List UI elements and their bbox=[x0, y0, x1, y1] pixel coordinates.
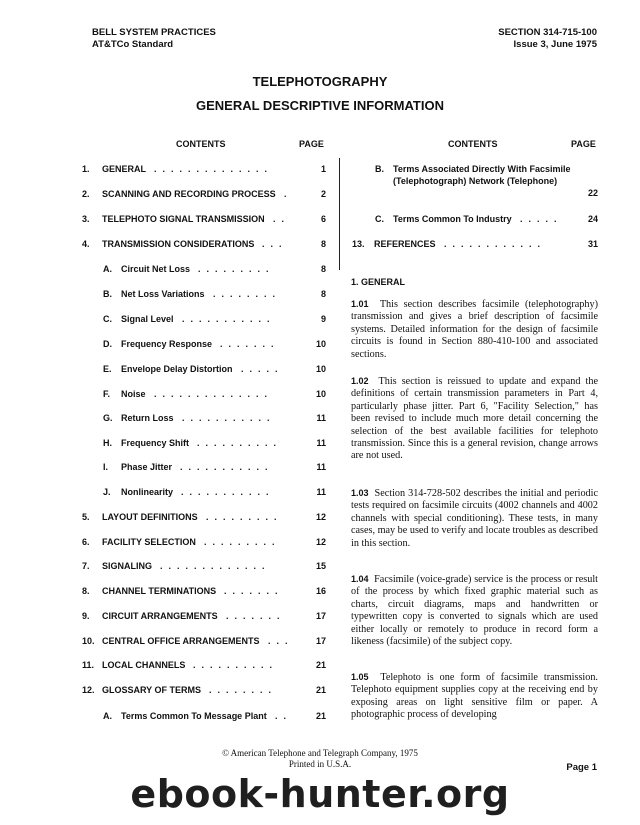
toc-entry-label: Return Loss bbox=[121, 413, 174, 423]
toc-leader-dots: ....... bbox=[226, 611, 286, 621]
toc-entry-number: 13. bbox=[352, 239, 365, 249]
paragraph-text: Telephoto is one form of facsimile transmission. Telephoto equipment supplies copy at the receiving end by exposing areas on light sensitive film or paper. A photographic process of developing bbox=[351, 672, 598, 721]
header-standard: AT&TCo Standard bbox=[92, 39, 174, 50]
toc-leader-dots: .......... bbox=[193, 660, 279, 670]
toc-entry-page: 8 bbox=[320, 264, 326, 274]
contents-heading-left: CONTENTS bbox=[176, 139, 226, 149]
toc-leader-dots: ......... bbox=[198, 264, 275, 274]
toc-entry-number: F. bbox=[103, 389, 111, 399]
toc-leader-dots: ........... bbox=[182, 413, 276, 423]
toc-entry-number: 7. bbox=[82, 561, 90, 571]
paragraph bbox=[351, 375, 598, 463]
toc-entry-number: G. bbox=[103, 413, 113, 423]
toc-entry-number: 2. bbox=[82, 189, 90, 199]
toc-leader-dots: .. bbox=[273, 214, 291, 224]
toc-entry-page: 11 bbox=[316, 462, 326, 472]
toc-entry-number: C. bbox=[103, 314, 112, 324]
toc-entry-number: H. bbox=[103, 438, 112, 448]
toc-leader-dots: .. bbox=[275, 711, 293, 721]
section-heading: 1. GENERAL bbox=[351, 277, 406, 287]
toc-entry-page: 2 bbox=[320, 189, 326, 199]
toc-entry-number: 9. bbox=[82, 611, 90, 621]
toc-leader-dots: ........... bbox=[180, 462, 274, 472]
toc-entry-page: 31 bbox=[587, 239, 598, 249]
toc-leader-dots: ........... bbox=[181, 487, 275, 497]
toc-leader-dots: ..... bbox=[520, 214, 563, 224]
toc-entry-page: 10 bbox=[315, 339, 326, 349]
toc-entry-label: CHANNEL TERMINATIONS bbox=[102, 586, 217, 596]
toc-entry-number: 8. bbox=[82, 586, 90, 596]
toc-leader-dots: . bbox=[284, 189, 293, 199]
toc-entry-label: Frequency Response bbox=[121, 339, 213, 349]
header-practice: BELL SYSTEM PRACTICES bbox=[92, 27, 216, 38]
toc-entry-label: CENTRAL OFFICE ARRANGEMENTS bbox=[102, 636, 260, 646]
toc-leader-dots: ......... bbox=[204, 537, 281, 547]
toc-entry-page: 24 bbox=[587, 214, 598, 224]
toc-entry-label: SIGNALING bbox=[102, 561, 153, 571]
toc-entry-number: 4. bbox=[82, 239, 90, 249]
toc-entry-label: CIRCUIT ARRANGEMENTS bbox=[102, 611, 218, 621]
toc-entry-page: 8 bbox=[320, 239, 326, 249]
toc-leader-dots: ....... bbox=[224, 586, 284, 596]
toc-entry-page: 1 bbox=[320, 164, 326, 174]
page-title: TELEPHOTOGRAPHY bbox=[252, 74, 388, 89]
toc-entry-number: 11. bbox=[82, 660, 95, 670]
paragraph-number: 1.03 bbox=[351, 488, 369, 498]
watermark-logo: ebook-hunter.org bbox=[130, 772, 510, 816]
toc-entry-label: LAYOUT DEFINITIONS bbox=[102, 512, 198, 522]
toc-leader-dots: ........ bbox=[209, 685, 278, 695]
toc-entry-page: 6 bbox=[320, 214, 326, 224]
paragraph-text: Facsimile (voice-grade) service is the process or result of the process by which fixed graphic material such as charts, circuit diagrams, maps and handwritten or typewritten copy is converted to signals which are used either locally or remotely to produce in record form a likeness (facsimile) of the subject copy. bbox=[351, 574, 598, 648]
page-heading-left: PAGE bbox=[299, 139, 324, 149]
toc-entry-label: Terms Common To Industry bbox=[393, 214, 512, 224]
toc-entry-number: 6. bbox=[82, 537, 90, 547]
paragraph bbox=[351, 487, 598, 550]
toc-leader-dots: ............. bbox=[160, 561, 271, 571]
paragraph bbox=[351, 298, 598, 361]
toc-entry-label: SCANNING AND RECORDING PROCESS bbox=[102, 189, 276, 199]
toc-entry-label: Noise bbox=[121, 389, 146, 399]
toc-leader-dots: ... bbox=[268, 636, 294, 646]
toc-entry-page: 15 bbox=[315, 561, 326, 571]
toc-entry-number: E. bbox=[103, 364, 112, 374]
toc-leader-dots: .......... bbox=[197, 438, 283, 448]
toc-entry-number: D. bbox=[103, 339, 112, 349]
toc-entry-label: Phase Jitter bbox=[121, 462, 173, 472]
column-divider bbox=[339, 158, 340, 270]
paragraph-text: This section describes facsimile (telephotography) transmission and gives a brief description of facsimile systems. Detailed information for the design of facsimile circuits is found in Section 880-410-100 and associated sections. bbox=[351, 299, 598, 360]
toc-entry-label: FACILITY SELECTION bbox=[102, 537, 196, 547]
toc-entry-label: Envelope Delay Distortion bbox=[121, 364, 233, 374]
paragraph bbox=[351, 573, 598, 648]
toc-leader-dots: ....... bbox=[220, 339, 280, 349]
copyright-line: © American Telephone and Telegraph Company, 1975 bbox=[222, 748, 418, 758]
toc-entry-number: B. bbox=[375, 164, 384, 174]
toc-leader-dots: ........... bbox=[182, 314, 276, 324]
header-right bbox=[498, 27, 597, 51]
paragraph-number: 1.01 bbox=[351, 299, 369, 309]
toc-entry-number: B. bbox=[103, 289, 112, 299]
toc-leader-dots: ........ bbox=[213, 289, 282, 299]
toc-entry-label: TELEPHOTO SIGNAL TRANSMISSION bbox=[102, 214, 265, 224]
header-left bbox=[92, 27, 216, 51]
toc-entry-label: LOCAL CHANNELS bbox=[102, 660, 186, 670]
toc-entry-page: 21 bbox=[315, 660, 326, 670]
toc-entry-number: C. bbox=[375, 214, 384, 224]
toc-leader-dots: .............. bbox=[154, 389, 274, 399]
toc-entry-label: GENERAL bbox=[102, 164, 147, 174]
toc-entry-label: TRANSMISSION CONSIDERATIONS bbox=[102, 239, 255, 249]
paragraph-number: 1.05 bbox=[351, 672, 369, 682]
toc-entry-label: Frequency Shift bbox=[121, 438, 190, 448]
toc-entry-page: 12 bbox=[315, 537, 326, 547]
toc-entry-number: 3. bbox=[82, 214, 90, 224]
contents-heading-right: CONTENTS bbox=[448, 139, 498, 149]
toc-entry-number: I. bbox=[103, 462, 109, 472]
toc-entry-page: 9 bbox=[320, 314, 326, 324]
paragraph-text: This section is reissued to update and expand the definitions of certain transmission parameters in Part 4, particularly phase jitter. Part 6, "Facility Selection," has been revised to include much more detail concerning the selection of the best available facilities for telephoto transmission. Since this is a general revision, change arrows are not used. bbox=[351, 376, 598, 462]
toc-entry-page: 22 bbox=[587, 188, 598, 198]
toc-entry-label: Terms Associated Directly With Facsimile bbox=[393, 164, 571, 174]
toc-leader-dots: .............. bbox=[154, 164, 274, 174]
toc-entry-label: GLOSSARY OF TERMS bbox=[102, 685, 202, 695]
toc-entry-label: Net Loss Variations bbox=[121, 289, 205, 299]
toc-entry-page: 11 bbox=[316, 438, 326, 448]
paragraph bbox=[351, 671, 598, 722]
toc-entry-label: Circuit Net Loss bbox=[121, 264, 191, 274]
toc-entry-label: Signal Level bbox=[121, 314, 174, 324]
toc-entry-number: J. bbox=[103, 487, 111, 497]
toc-entry-number: 5. bbox=[82, 512, 90, 522]
paragraph-number: 1.04 bbox=[351, 574, 369, 584]
page-heading-right: PAGE bbox=[571, 139, 596, 149]
toc-leader-dots: ......... bbox=[206, 512, 283, 522]
toc-entry-page: 12 bbox=[315, 512, 326, 522]
toc-entry-number: A. bbox=[103, 711, 112, 721]
header-issue: Issue 3, June 1975 bbox=[513, 39, 597, 50]
toc-entry-page: 10 bbox=[315, 389, 326, 399]
toc-entry-page: 10 bbox=[315, 364, 326, 374]
toc-entry-page: 11 bbox=[316, 413, 326, 423]
toc-entry-number: A. bbox=[103, 264, 112, 274]
toc-entry-number: 12. bbox=[82, 685, 95, 695]
toc-entry-label: Nonlinearity bbox=[121, 487, 174, 497]
header-section: SECTION 314-715-100 bbox=[498, 27, 597, 38]
toc-leader-dots: ... bbox=[262, 239, 288, 249]
toc-entry-page: 8 bbox=[320, 289, 326, 299]
toc-entry-page: 11 bbox=[316, 487, 326, 497]
printed-line: Printed in U.S.A. bbox=[288, 759, 352, 769]
toc-entry-number: 1. bbox=[82, 164, 90, 174]
toc-leader-dots: ..... bbox=[241, 364, 284, 374]
toc-entry-page: 17 bbox=[315, 636, 326, 646]
toc-entry-number: 10. bbox=[82, 636, 95, 646]
toc-entry-page: 17 bbox=[315, 611, 326, 621]
page-subtitle: GENERAL DESCRIPTIVE INFORMATION bbox=[196, 98, 444, 113]
paragraph-text: Section 314-728-502 describes the initial and periodic tests required on facsimile circuits (4002 channels and 4002 channels with special conditioning). These tests, in many cases, may be used to verify and locate troubles as described in this section. bbox=[351, 488, 598, 549]
toc-entry-page: 21 bbox=[315, 711, 326, 721]
toc-entry-page: 21 bbox=[315, 685, 326, 695]
paragraph-number: 1.02 bbox=[351, 376, 369, 386]
page-number: Page 1 bbox=[566, 762, 597, 773]
toc-leader-dots: ............ bbox=[444, 239, 547, 249]
toc-entry-label: Terms Common To Message Plant bbox=[121, 711, 267, 721]
toc-entry-page: 16 bbox=[315, 586, 326, 596]
toc-entry-label-continued: (Telephotograph) Network (Telephone) bbox=[393, 176, 558, 186]
toc-entry-label: REFERENCES bbox=[374, 239, 436, 249]
